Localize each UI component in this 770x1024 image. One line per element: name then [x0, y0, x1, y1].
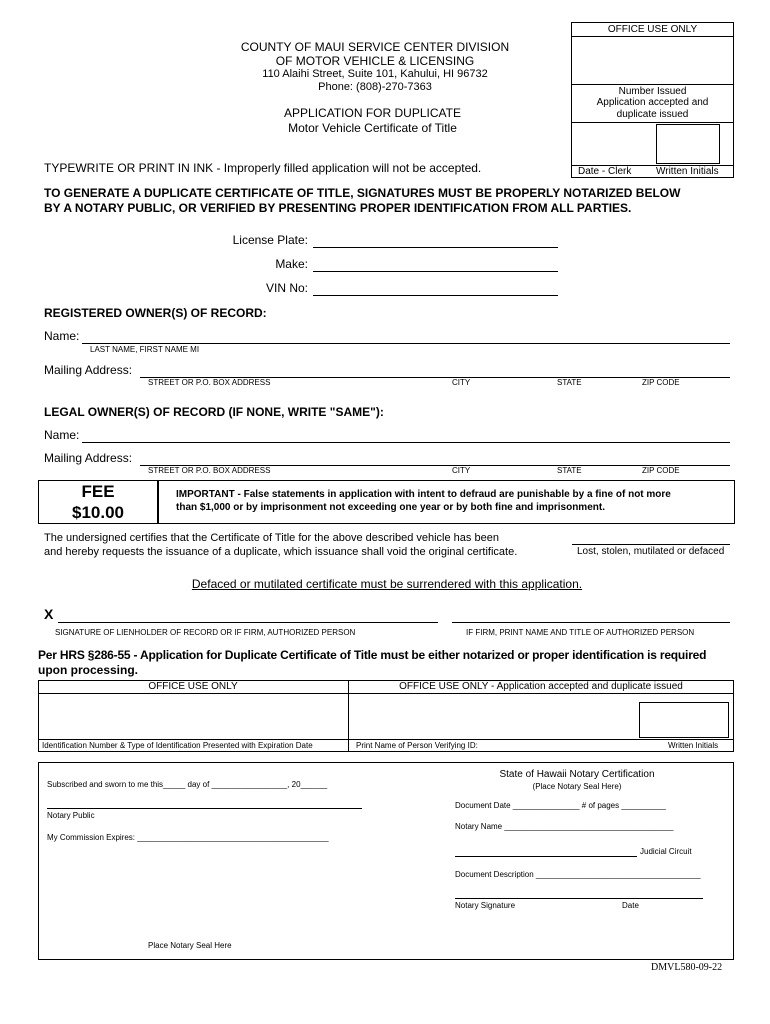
- defaced-notice: Defaced or mutilated certificate must be surrendered with this application.: [191, 577, 583, 591]
- make-label: Make:: [275, 257, 308, 271]
- notary-signature-label: Notary Signature: [455, 901, 516, 910]
- license-plate-field[interactable]: [313, 233, 558, 248]
- office-written-initials: Written Initials: [668, 741, 719, 750]
- certify-line2: and hereby requests the issuance of a duplicate, which issuance shall void the original certificate.: [44, 546, 518, 558]
- notary-seal-hint: (Place Notary Seal Here): [532, 782, 622, 791]
- notary-public-field[interactable]: [47, 803, 362, 809]
- form-title: APPLICATION FOR DUPLICATE: [284, 106, 461, 120]
- legal-city-hint: CITY: [452, 466, 471, 475]
- notary-name: Notary Name ______________________________________: [455, 822, 674, 831]
- id-entry-area[interactable]: [40, 695, 346, 737]
- notary-seal-placeholder: Place Notary Seal Here: [148, 941, 232, 950]
- registered-zip-hint: ZIP CODE: [642, 378, 680, 387]
- make-field[interactable]: [313, 257, 558, 272]
- lienholder-signature-label: SIGNATURE OF LIENHOLDER OF RECORD OR IF FIRM, AUTHORIZED PERSON: [55, 628, 356, 637]
- office-table-left-title: OFFICE USE ONLY: [148, 681, 238, 692]
- header-phone: Phone: (808)-270-7363: [318, 81, 432, 93]
- fee-label: FEE: [81, 482, 115, 501]
- notary-box: [38, 762, 734, 960]
- legal-state-hint: STATE: [557, 466, 582, 475]
- office-use-title: OFFICE USE ONLY: [571, 23, 734, 37]
- office-top-divider: [571, 122, 734, 123]
- typewrite-instruction: TYPEWRITE OR PRINT IN INK - Improperly filled application will not be accepted.: [44, 161, 482, 175]
- hrs-line2: upon processing.: [38, 663, 139, 677]
- important-line1: IMPORTANT - False statements in application with intent to defraud are punishable by a fine of not more: [176, 489, 671, 500]
- notary-state-title: State of Hawaii Notary Certification: [499, 769, 655, 780]
- notary-signature-field[interactable]: [455, 890, 703, 899]
- office-table-hdivider-bottom: [38, 739, 734, 740]
- judicial-circuit-label: Judicial Circuit: [640, 847, 692, 856]
- initials-box[interactable]: [656, 124, 720, 164]
- registered-mailing-field[interactable]: [140, 363, 730, 378]
- legal-street-hint: STREET OR P.O. BOX ADDRESS: [148, 466, 271, 475]
- notary-date-label: Date: [622, 901, 639, 910]
- registered-name-label: Name:: [44, 329, 80, 343]
- form-subtitle: Motor Vehicle Certificate of Title: [288, 121, 457, 135]
- legal-name-field[interactable]: [82, 428, 730, 443]
- form-id: DMVL580-09-22: [651, 962, 723, 973]
- legal-zip-hint: ZIP CODE: [642, 466, 680, 475]
- registered-city-hint: CITY: [452, 378, 471, 387]
- certify-line1: The undersigned certifies that the Certificate of Title for the above described vehicle has been: [44, 532, 499, 544]
- registered-owner-heading: REGISTERED OWNER(S) OF RECORD:: [44, 306, 267, 320]
- written-initials-label: Written Initials: [656, 166, 719, 177]
- registered-name-field[interactable]: [82, 329, 730, 344]
- vin-label: VIN No:: [265, 281, 308, 295]
- legal-owner-heading: LEGAL OWNER(S) OF RECORD (IF NONE, WRITE "SAME"):: [44, 405, 384, 419]
- fee-amount: $10.00: [72, 503, 124, 522]
- office-initials-box[interactable]: [639, 702, 729, 738]
- hrs-line1: Per HRS §286-55 - Application for Duplicate Certificate of Title must be either notarized or proper identification is required: [38, 648, 707, 662]
- judicial-circuit-field[interactable]: [455, 846, 637, 857]
- legal-mailing-label: Mailing Address:: [44, 451, 133, 465]
- condition-field[interactable]: [572, 534, 730, 545]
- id-label: Identification Number & Type of Identification Presented with Expiration Date: [42, 741, 313, 750]
- header-line1: COUNTY OF MAUI SERVICE CENTER DIVISION: [240, 40, 510, 54]
- lienholder-signature-field[interactable]: [58, 608, 438, 623]
- signature-x: X: [44, 606, 54, 622]
- header-address: 110 Alaihi Street, Suite 101, Kahului, HI 96732: [262, 68, 488, 80]
- office-table-right-title: OFFICE USE ONLY - Application accepted and duplicate issued: [399, 681, 683, 692]
- firm-name-label: IF FIRM, PRINT NAME AND TITLE OF AUTHORIZED PERSON: [466, 628, 695, 637]
- registered-name-hint: LAST NAME, FIRST NAME MI: [90, 345, 200, 354]
- notary-doc-description: Document Description _____________________________________: [455, 870, 701, 879]
- number-issued-label: Number Issued: [571, 84, 734, 98]
- legal-mailing-field[interactable]: [140, 451, 730, 466]
- notary-public-label: Notary Public: [47, 811, 95, 820]
- registered-street-hint: STREET OR P.O. BOX ADDRESS: [148, 378, 271, 387]
- license-plate-label: License Plate:: [232, 233, 308, 247]
- print-name-label: Print Name of Person Verifying ID:: [356, 741, 478, 750]
- date-clerk-label: Date - Clerk: [578, 166, 632, 177]
- header-line2: OF MOTOR VEHICLE & LICENSING: [275, 54, 475, 68]
- notary-doc-date: Document Date _______________ # of pages __________: [455, 801, 666, 810]
- notary-subscribed: Subscribed and sworn to me this_____ day of _________________, 20______: [47, 780, 328, 789]
- registered-state-hint: STATE: [557, 378, 582, 387]
- notary-instruction-2: BY A NOTARY PUBLIC, OR VERIFIED BY PRESENTING PROPER IDENTIFICATION FROM ALL PARTIES.: [44, 201, 632, 215]
- legal-name-label: Name:: [44, 428, 80, 442]
- accepted-label: Application accepted and duplicate issued: [596, 97, 709, 120]
- vin-field[interactable]: [313, 281, 558, 296]
- important-line2: than $1,000 or by imprisonment not exceeding one year or by both fine and imprisonment.: [176, 502, 605, 513]
- notary-instruction-1: TO GENERATE A DUPLICATE CERTIFICATE OF TITLE, SIGNATURES MUST BE PROPERLY NOTARIZED BELOW: [44, 186, 681, 200]
- notary-commission: My Commission Expires: ___________________________________________: [47, 833, 329, 842]
- office-table-hdivider-top: [38, 693, 734, 694]
- condition-options: Lost, stolen, mutilated or defaced: [577, 546, 725, 557]
- registered-mailing-label: Mailing Address:: [44, 363, 133, 377]
- firm-name-field[interactable]: [452, 608, 730, 623]
